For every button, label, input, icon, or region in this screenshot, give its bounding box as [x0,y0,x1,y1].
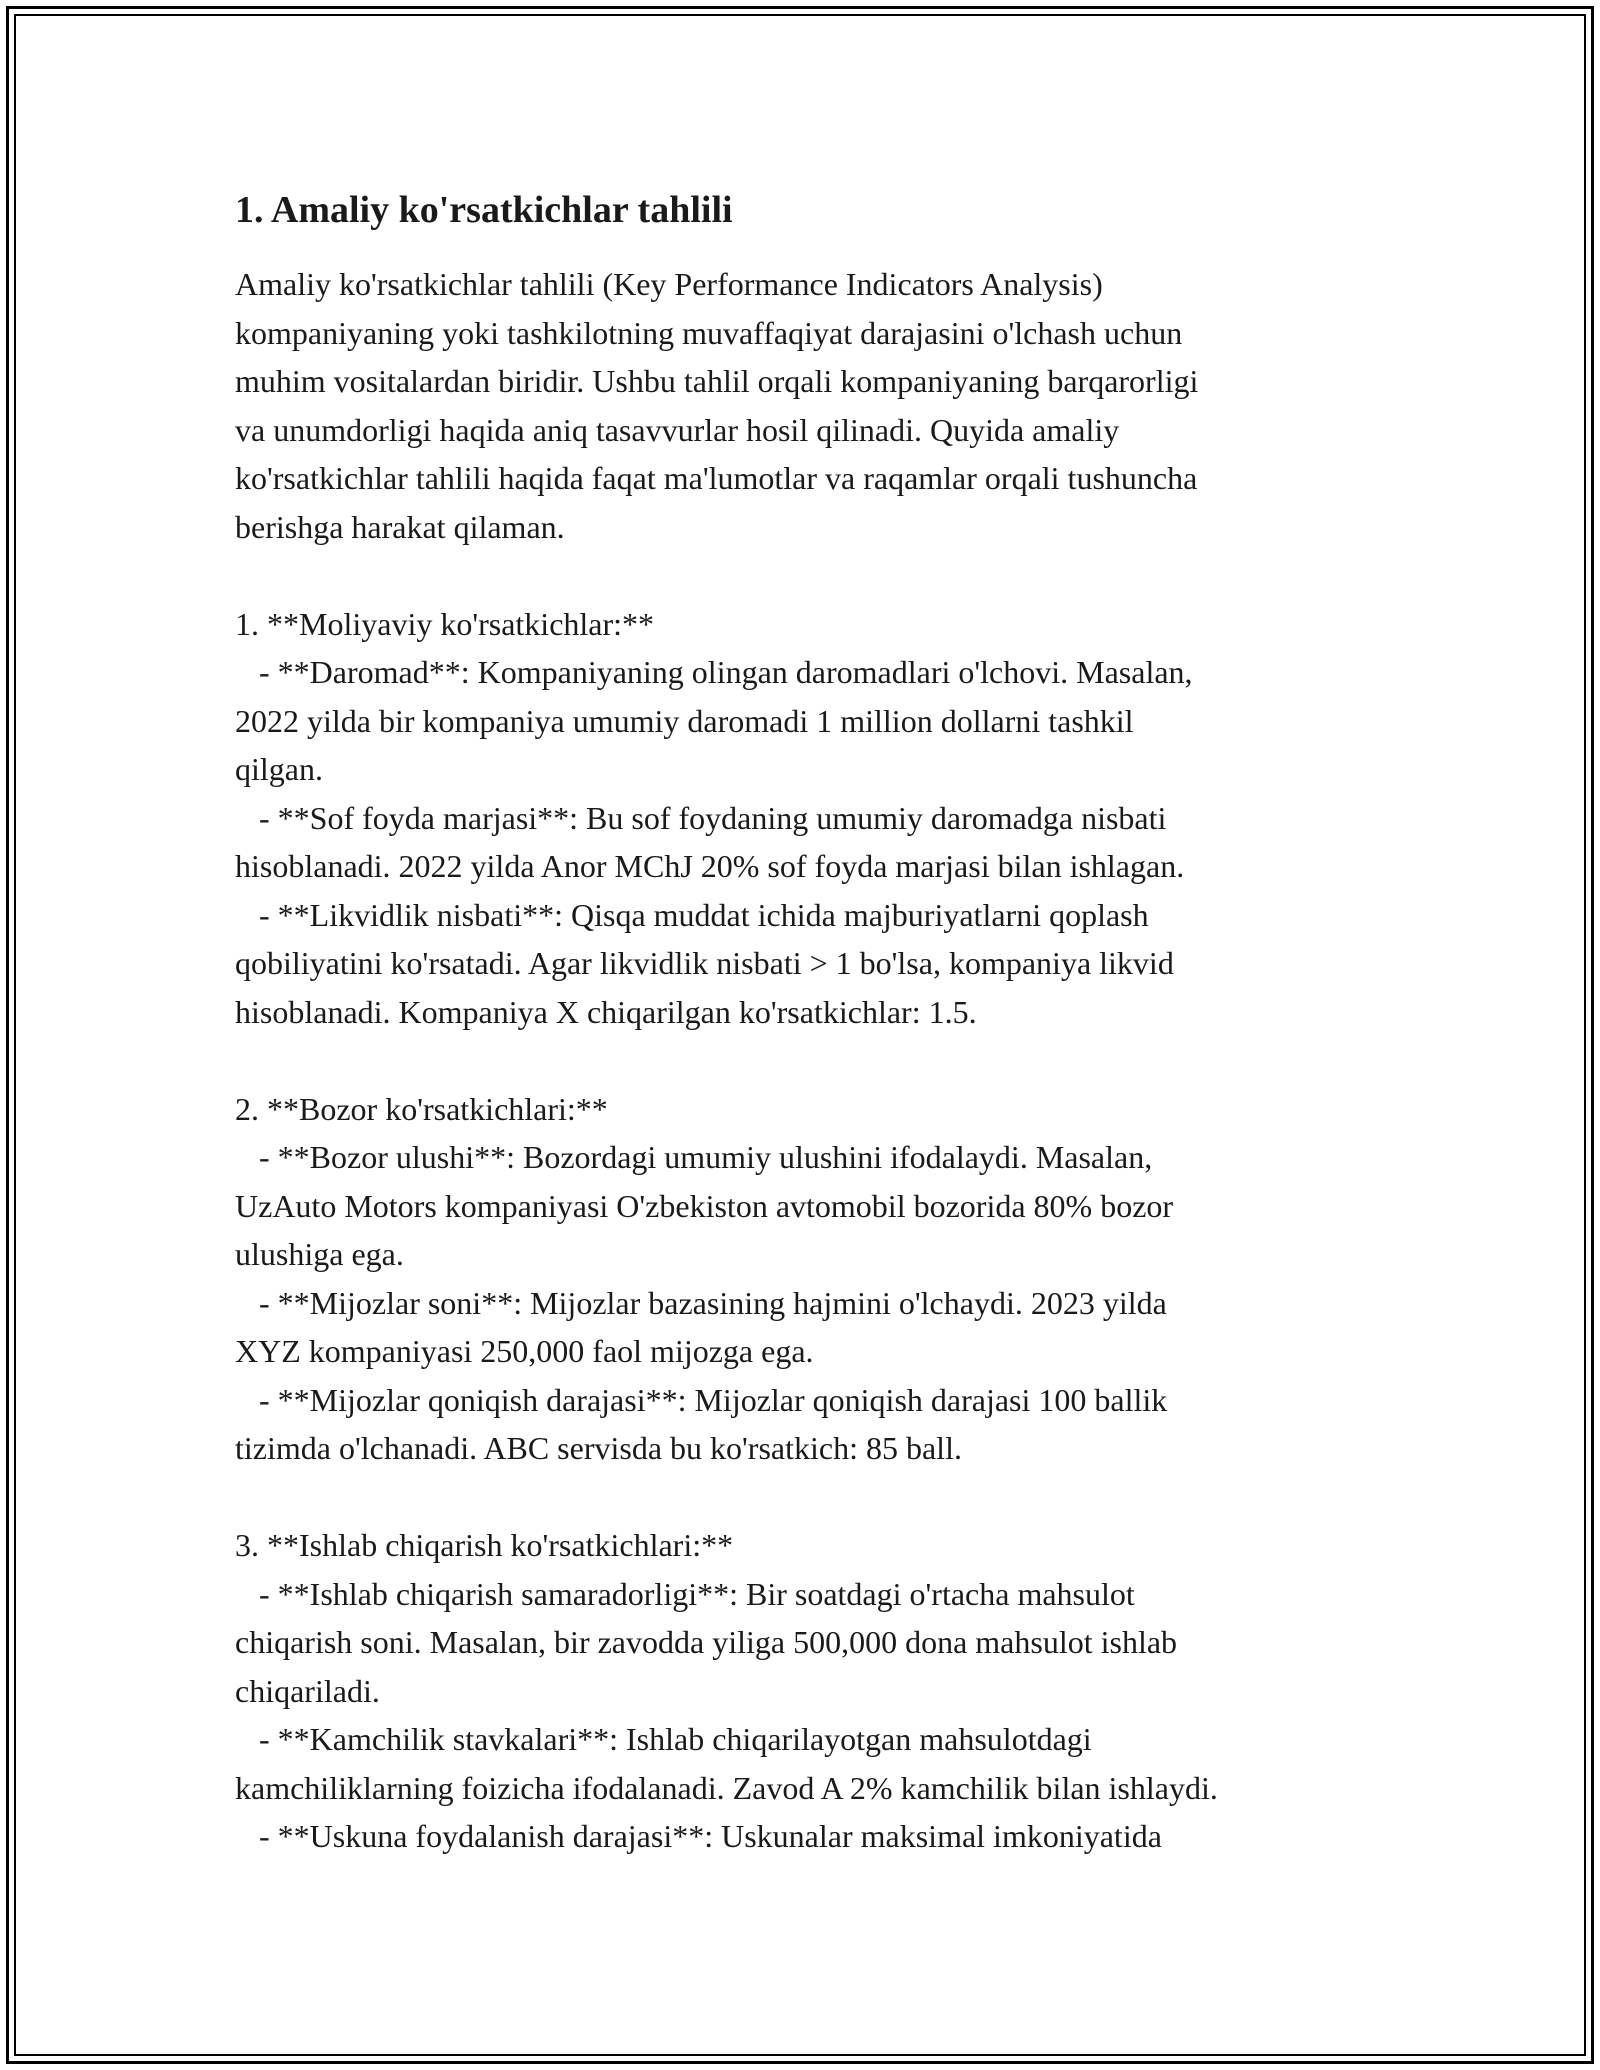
intro-paragraph: Amaliy ko'rsatkichlar tahlili (Key Performance Indicators Analysis) kompaniyaning yoki tashkilotning muvaffaqiyat darajasini o'lchash uchun muhim vositalardan biridir. Ushbu tahlil orqali kompaniyaning barqarorligi va unumdorligi haqida aniq tasavvurlar hosil qilinadi. Quyida amaliy ko'rsatkichlar tahlili haqida faqat ma'lumotlar va raqamlar orqali tushuncha berishga harakat qilaman. [235,266,1199,545]
section-heading: 3. **Ishlab chiqarish ko'rsatkichlari:** [235,1527,734,1563]
bullet-item: - **Bozor ulushi**: Bozordagi umumiy ulushini ifodalaydi. Masalan, UzAuto Motors kompaniyasi O'zbekiston avtomobil bozorida 80% bozor ulushiga ega. [235,1139,1174,1272]
bullet-item: - **Sof foyda marjasi**: Bu sof foydaning umumiy daromadga nisbati hisoblanadi. 2022 yilda Anor MChJ 20% sof foyda marjasi bilan ishlagan. [235,799,1185,884]
bullet-item: - **Mijozlar qoniqish darajasi**: Mijozlar qoniqish darajasi 100 ballik tizimda o'lchanadi. ABC servisda bu ko'rsatkich: 85 ball. [235,1381,1168,1466]
section-market [235,1085,1395,1473]
section-production [235,1521,1395,1861]
document-title: 1. Amaliy ko'rsatkichlar tahlili [235,189,733,231]
section-heading: 1. **Moliyaviy ko'rsatkichlar:** [235,605,655,642]
bullet-item: - **Kamchilik stavkalari**: Ishlab chiqarilayotgan mahsulotdagi kamchiliklarning foizicha ifodalanadi. Zavod A 2% kamchilik bilan ishlaydi. [235,1721,1218,1806]
section-heading: 2. **Bozor ko'rsatkichlari:** [235,1090,608,1127]
bullet-item: - **Likvidlik nisbati**: Qisqa muddat ichida majburiyatlarni qoplash qobiliyatini ko'rsatadi. Agar likvidlik nisbati > 1 bo'lsa, kompaniya likvid hisoblanadi. Kompaniya X chiqarilgan ko'rsatkichlar: 1.5. [235,896,1174,1030]
section-financial [235,600,1395,1037]
bullet-item: - **Ishlab chiqarish samaradorligi**: Bir soatdagi o'rtacha mahsulot chiqarish soni. Masalan, bir zavodda yiliga 500,000 dona mahsulot ishlab chiqariladi. [235,1575,1178,1709]
bullet-item: - **Daromad**: Kompaniyaning olingan daromadlari o'lchovi. Masalan, 2022 yilda bir kompaniya umumiy daromadi 1 million dollarni tashkil qilgan. [235,654,1193,787]
bullet-item: - **Uskuna foydalanish darajasi**: Uskunalar maksimal imkoniyatida [235,1818,1162,1854]
bullet-item: - **Mijozlar soni**: Mijozlar bazasining hajmini o'lchaydi. 2023 yilda XYZ kompaniyasi 250,000 faol mijozga ega. [235,1284,1167,1369]
document-body [235,186,1395,1861]
